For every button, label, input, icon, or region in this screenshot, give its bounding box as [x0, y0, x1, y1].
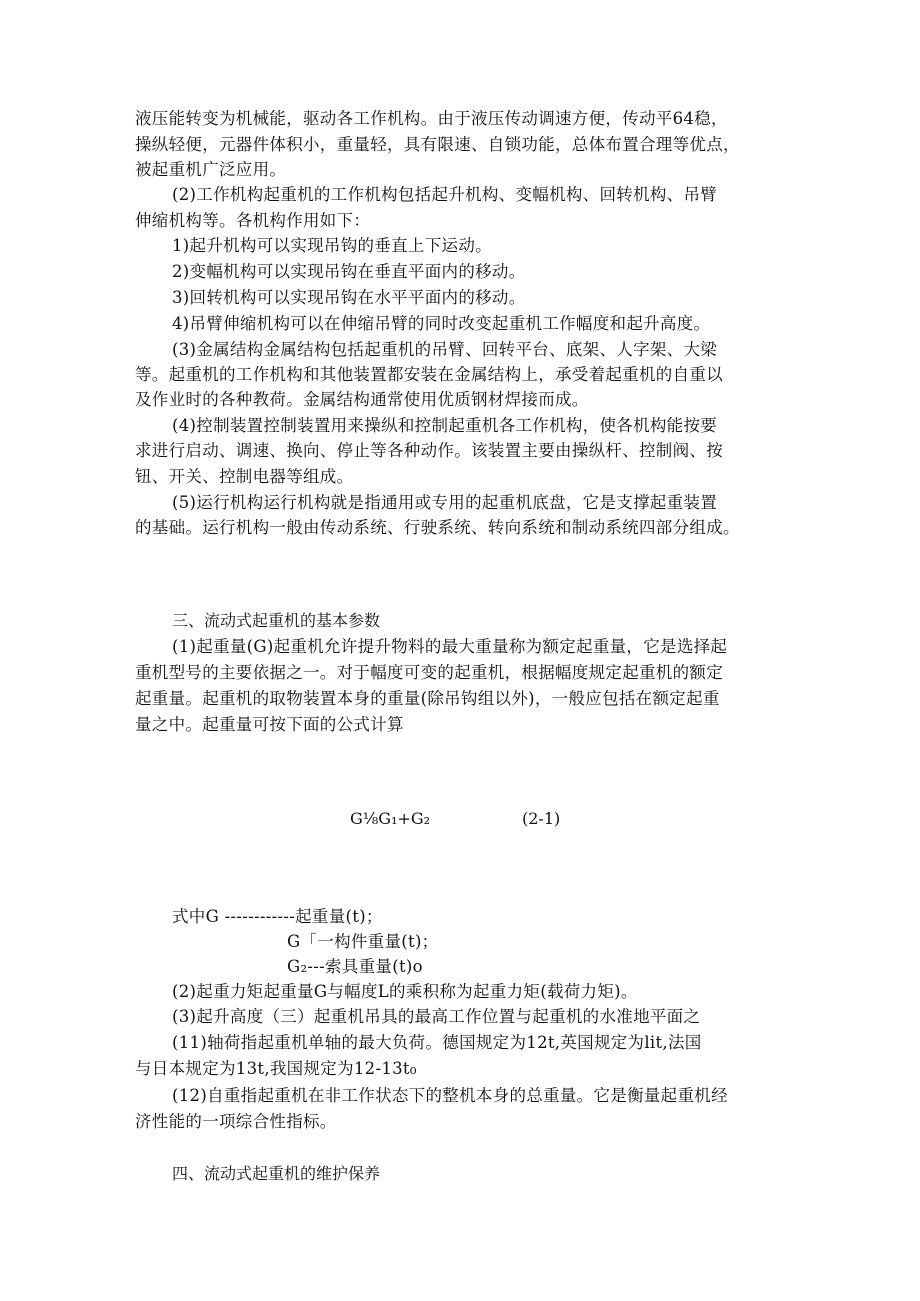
list-item: 4)吊臂伸缩机构可以在伸缩吊臂的同时改变起重机工作幅度和起升高度。 [172, 314, 711, 333]
text-line: 伸缩机构等。各机构作用如下： [135, 211, 371, 230]
list-item: 1)起升机构可以实现吊钩的垂直上下运动。 [172, 236, 492, 255]
text-line: 等。起重机的工作机构和其他装置都安装在金属结构上，承受着起重机的自重以 [135, 365, 723, 384]
text-line: 与日本规定为13t,我国规定为12-13t₀ [135, 1059, 417, 1078]
list-item: 3)回转机构可以实现吊钩在水平平面内的移动。 [172, 288, 526, 307]
text-line: 及作业时的各种教荷。金属结构通常使用优质钢材焊接而成。 [135, 390, 589, 409]
text-line: (1)起重量(G)起重机允许提升物料的最大重量称为额定起重量，它是选择起 [172, 637, 728, 656]
text-line: 量之中。起重量可按下面的公式计算 [135, 715, 404, 734]
text-line: 式中G ------------起重量(t)； [172, 907, 383, 926]
list-item: 2)变幅机构可以实现吊钩在垂直平面内的移动。 [172, 262, 526, 281]
text-line: 求进行启动、调速、换向、停止等各种动作。该装置主要由操纵杆、控制阀、按 [135, 441, 723, 460]
text-line: 起重量。起重机的取物装置本身的重量(除吊钩组以外)，一般应包括在额定起重 [135, 689, 720, 708]
text-line: (2)工作机构起重机的工作机构包括起升机构、变幅机构、回转机构、吊臂 [172, 185, 718, 204]
text-line: 的基础。运行机构一般由传动系统、行驶系统、转向系统和制动系统四部分组成。 [135, 518, 740, 537]
text-line: 液压能转变为机械能，驱动各工作机构。由于液压传动调速方便，传动平64稳， [135, 109, 728, 128]
text-line: 被起重机广泛应用。 [135, 160, 287, 179]
formula-number: (2-1) [522, 809, 561, 828]
text-line: 济性能的一项综合性指标。 [135, 1112, 337, 1131]
text-line: 重机型号的主要依据之一。对于幅度可变的起重机，根据幅度规定起重机的额定 [135, 663, 723, 682]
text-line: G「一构件重量(t)； [287, 932, 439, 951]
text-line: (3)金属结构金属结构包括起重机的吊臂、回转平台、底架、人字架、大梁 [172, 340, 718, 359]
text-line: 操纵轻便，元器件体积小，重量轻，具有限速、自锁功能，总体布置合理等优点， [135, 135, 740, 154]
formula: G⅛G₁+G₂ [350, 809, 431, 828]
text-line: 钮、开关、控制电器等组成。 [135, 467, 354, 486]
text-line: G₂---索具重量(t)o [287, 957, 423, 976]
text-line: (4)控制装置控制装置用来操纵和控制起重机各工作机构，使各机构能按要 [172, 416, 718, 435]
text-line: (2)起重力矩起重量G与幅度L的乘积称为起重力矩(载荷力矩)。 [172, 982, 638, 1001]
section-heading: 四、流动式起重机的维护保养 [172, 1164, 381, 1183]
text-line: (3)起升高度（三）起重机吊具的最高工作位置与起重机的水准地平面之 [172, 1007, 701, 1026]
text-line: (5)运行机构运行机构就是指通用或专用的起重机底盘，它是支撑起重装置 [172, 493, 718, 512]
text-line: (11)轴荷指起重机单轴的最大负荷。德国规定为12t,英国规定为lit,法国 [172, 1033, 702, 1052]
section-heading: 三、流动式起重机的基本参数 [172, 611, 381, 630]
text-line: (12)自重指起重机在非工作状态下的整机本身的总重量。它是衡量起重机经 [172, 1086, 728, 1105]
